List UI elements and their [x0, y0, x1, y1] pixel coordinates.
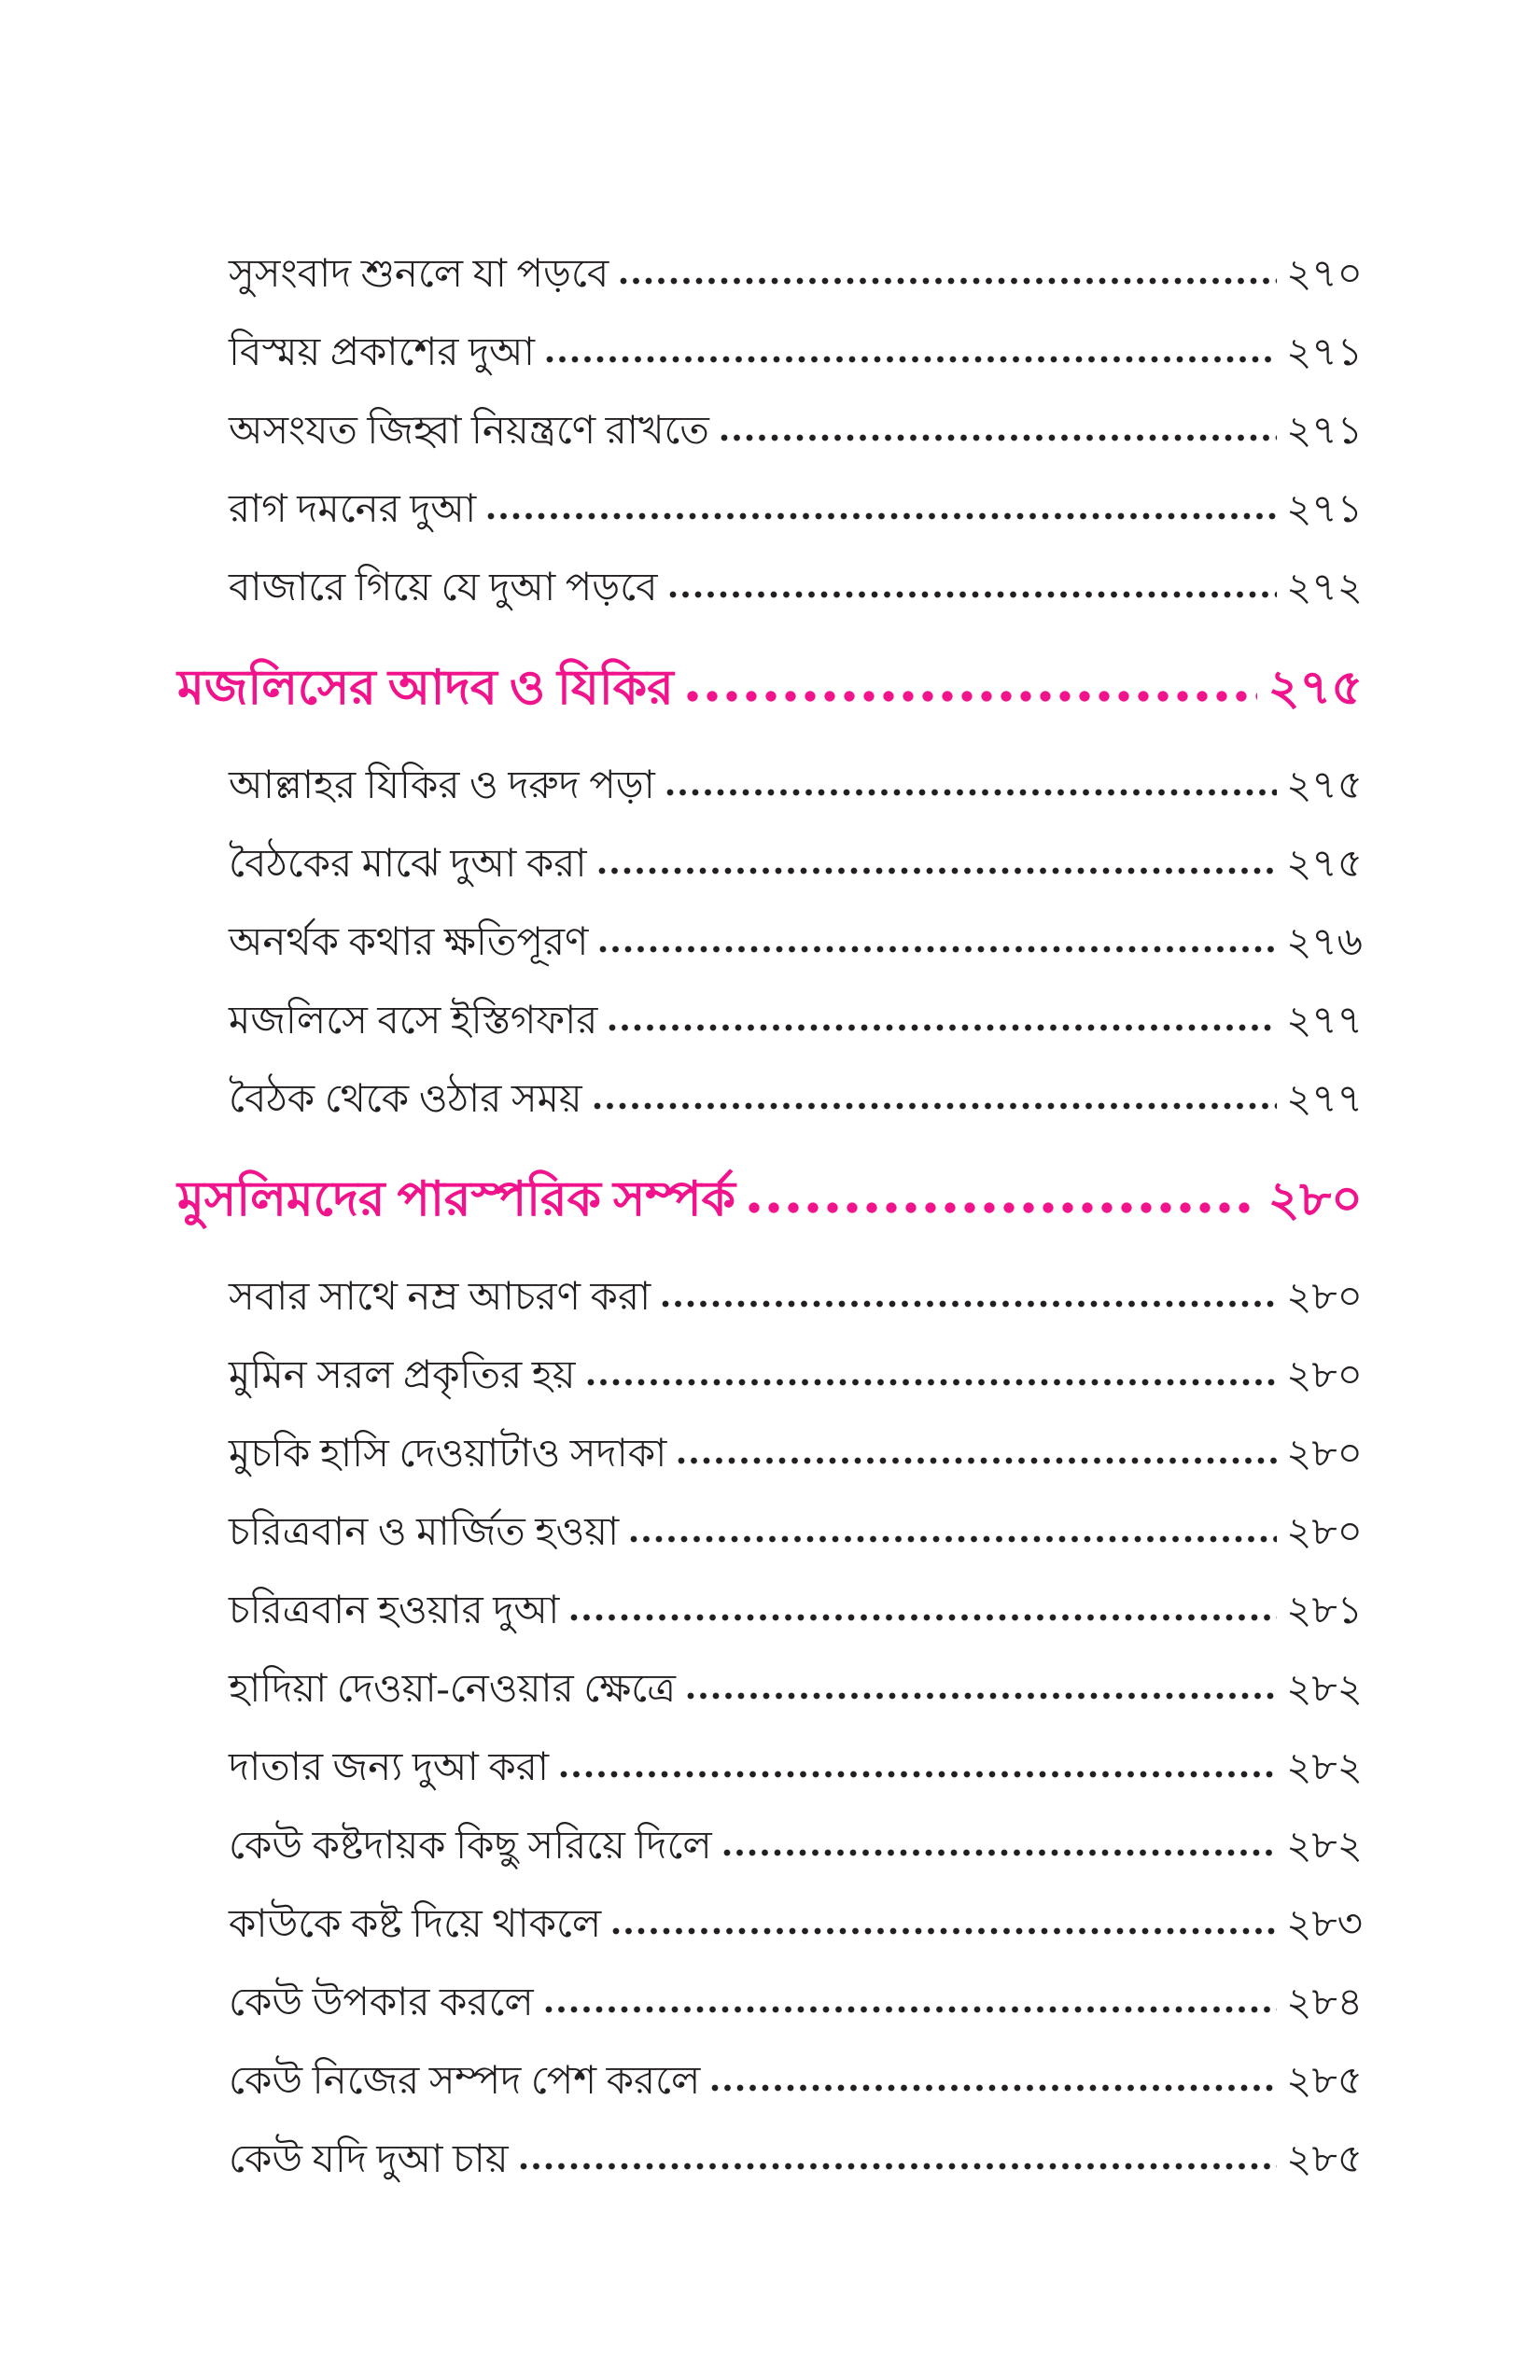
- dotted-leader: [721, 433, 1277, 443]
- dotted-leader: [520, 2162, 1278, 2172]
- toc-entry-label: অসংযত জিহ্বা নিয়ন্ত্রণে রাখতে: [229, 410, 709, 453]
- dotted-leader: [487, 511, 1277, 522]
- toc-entry: [177, 235, 1363, 314]
- toc-entry-page: ২৭২: [1286, 567, 1363, 609]
- toc-entry-page: ২৭১: [1286, 331, 1363, 374]
- toc-entry-label: অনর্থক কথার ক্ষতিপূরণ: [229, 921, 589, 964]
- toc-entry-page: ২৮১: [1286, 1589, 1363, 1632]
- dotted-leader: [560, 1770, 1277, 1780]
- dotted-leader: [669, 590, 1278, 600]
- toc-section-heading: [177, 642, 1363, 735]
- toc-entry-page: ২৭৭: [1286, 1000, 1363, 1043]
- toc-entry-page: ২৭০: [1286, 253, 1363, 296]
- toc-entry-label: হাদিয়া দেওয়া-নেওয়ার ক্ষেত্রে: [229, 1668, 677, 1711]
- toc-entry-label: রাগ দমনের দুআ: [229, 488, 477, 531]
- toc-entry-label: দাতার জন্য দুআ করা: [229, 1746, 550, 1789]
- toc-entry: [177, 747, 1363, 825]
- toc-entry-label: মুচকি হাসি দেওয়াটাও সদাকা: [229, 1433, 667, 1476]
- dotted-leader: [587, 1378, 1278, 1388]
- toc-entry: [177, 392, 1363, 470]
- toc-entry-page: ২৮৩: [1286, 1903, 1363, 1946]
- toc-entry-label: বৈঠকের মাঝে দুআ করা: [229, 843, 587, 886]
- toc-entry-page: ২৮৫: [1286, 2138, 1363, 2181]
- dotted-leader: [545, 2005, 1277, 2015]
- toc-entry: [177, 982, 1363, 1060]
- toc-entry-label: সবার সাথে নম্র আচরণ করা: [229, 1276, 651, 1319]
- dotted-leader: [687, 1691, 1277, 1701]
- toc-entry-page: ২৮০: [1286, 1433, 1363, 1476]
- dotted-leader: [599, 945, 1277, 955]
- toc-entry-page: ২৭৬: [1286, 921, 1363, 964]
- table-of-contents: [177, 235, 1363, 2199]
- toc-entry: [177, 1060, 1363, 1139]
- toc-entry-page: ২৭৫: [1286, 843, 1363, 886]
- toc-section-heading-page: ২৭৫: [1267, 662, 1363, 715]
- toc-section-heading: [177, 1154, 1363, 1247]
- toc-entry-label: আল্লাহর যিকির ও দরুদ পড়া: [229, 764, 655, 807]
- toc-entry: [177, 1337, 1363, 1415]
- toc-entry: [177, 1650, 1363, 1729]
- toc-section-heading-label: মজলিসের আদব ও যিকির: [177, 662, 674, 715]
- toc-entry: [177, 1415, 1363, 1493]
- dotted-leader: [711, 2083, 1277, 2093]
- toc-entry-page: ২৮২: [1286, 1825, 1363, 1868]
- toc-entry: [177, 1729, 1363, 1807]
- toc-entry: [177, 549, 1363, 627]
- toc-entry: [177, 1258, 1363, 1337]
- dotted-leader: [570, 1613, 1277, 1623]
- toc-entry-label: চরিত্রবান হওয়ার দুআ: [229, 1589, 560, 1632]
- toc-entry-page: ২৭৫: [1286, 764, 1363, 807]
- toc-entry-label: কাউকে কষ্ট দিয়ে থাকলে: [229, 1903, 602, 1946]
- toc-entry: [177, 2121, 1363, 2199]
- toc-entry-label: কেউ উপকার করলে: [229, 1981, 534, 2024]
- toc-entry: [177, 1493, 1363, 1572]
- toc-entry: [177, 314, 1363, 392]
- dotted-leader: [612, 1926, 1277, 1937]
- toc-entry: [177, 1572, 1363, 1650]
- toc-entry-page: ২৭১: [1286, 488, 1363, 531]
- toc-entry-label: মুমিন সরল প্রকৃতির হয়: [229, 1354, 576, 1397]
- toc-entry: [177, 903, 1363, 982]
- dotted-leader: [662, 1299, 1277, 1309]
- toc-entry-label: বৈঠক থেকে ওঠার সময়: [229, 1078, 582, 1121]
- toc-entry-label: কেউ যদি দুআ চায়: [229, 2138, 509, 2181]
- toc-entry: [177, 1885, 1363, 1964]
- toc-entry-page: ২৮০: [1286, 1276, 1363, 1319]
- dotted-leader: [594, 1101, 1277, 1112]
- toc-entry: [177, 470, 1363, 549]
- toc-entry-label: সুসংবাদ শুনলে যা পড়বে: [229, 253, 609, 296]
- toc-entry-label: মজলিসে বসে ইস্তিগফার: [229, 1000, 598, 1043]
- toc-entry-label: বাজারে গিয়ে যে দুআ পড়বে: [229, 567, 658, 609]
- dotted-leader: [546, 355, 1277, 365]
- toc-entry: [177, 825, 1363, 903]
- toc-entry-page: ২৮০: [1286, 1354, 1363, 1397]
- dotted-leader: [630, 1534, 1277, 1545]
- toc-entry-page: ২৮৫: [1286, 2060, 1363, 2103]
- toc-entry-page: ২৮২: [1286, 1668, 1363, 1711]
- toc-entry: [177, 2042, 1363, 2121]
- dotted-leader: [749, 1201, 1257, 1215]
- dotted-leader: [598, 866, 1278, 876]
- toc-entry-label: কেউ নিজের সম্পদ পেশ করলে: [229, 2060, 701, 2103]
- toc-entry-page: ২৮২: [1286, 1746, 1363, 1789]
- toc-entry-label: চরিত্রবান ও মার্জিত হওয়া: [229, 1511, 620, 1554]
- dotted-leader: [666, 788, 1277, 798]
- toc-entry-page: ২৮৪: [1286, 1981, 1363, 2024]
- toc-section-heading-page: ২৮০: [1267, 1173, 1363, 1226]
- dotted-leader: [723, 1848, 1277, 1858]
- toc-section-heading-label: মুসলিমদের পারস্পরিক সম্পর্ক: [177, 1173, 735, 1226]
- dotted-leader: [678, 1456, 1277, 1466]
- dotted-leader: [620, 276, 1277, 287]
- toc-entry-label: বিস্ময় প্রকাশের দুআ: [229, 331, 535, 374]
- dotted-leader: [609, 1023, 1277, 1033]
- dotted-leader: [687, 690, 1257, 704]
- toc-entry-page: ২৭৭: [1286, 1078, 1363, 1121]
- toc-entry: [177, 1807, 1363, 1885]
- toc-entry: [177, 1964, 1363, 2042]
- toc-entry-label: কেউ কষ্টদায়ক কিছু সরিয়ে দিলে: [229, 1825, 712, 1868]
- toc-entry-page: ২৮০: [1286, 1511, 1363, 1554]
- toc-entry-page: ২৭১: [1286, 410, 1363, 453]
